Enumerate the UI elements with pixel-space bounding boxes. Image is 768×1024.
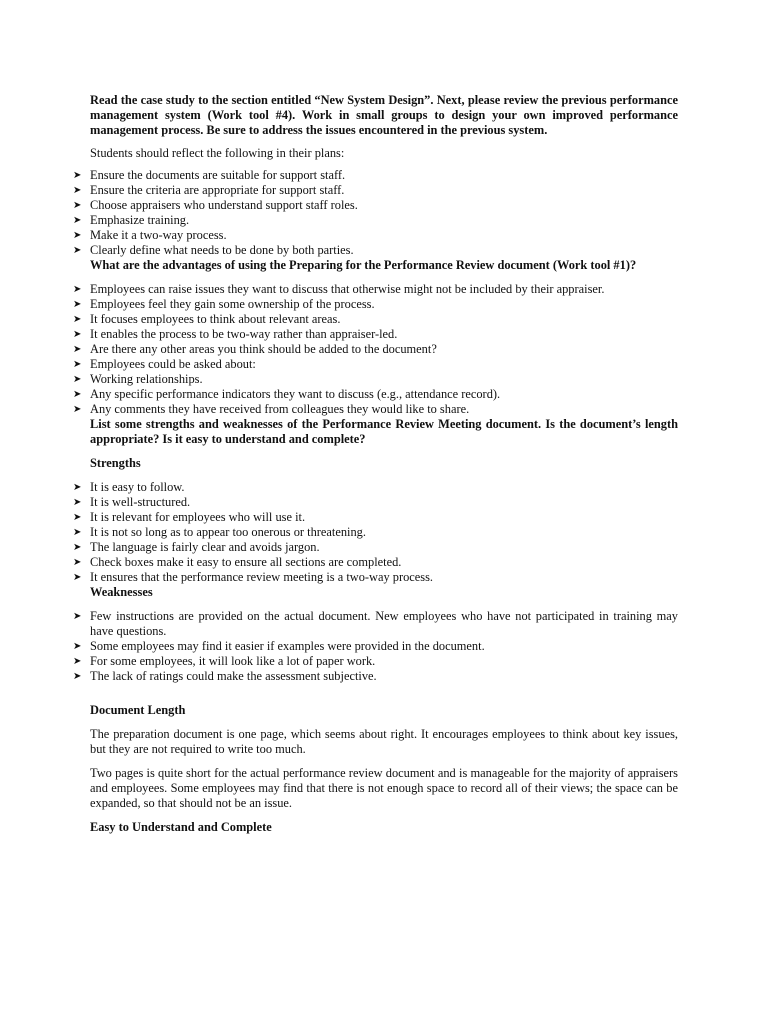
weaknesses-item: ➤ Few instructions are provided on the actual document. New employees who have not participated in training may have questions. — [90, 609, 678, 639]
intro-instructions: Read the case study to the section entitled “New System Design”. Next, please review the previous performance management system (Work tool #4). Work in small groups to design your own improved performance management process. Be sure to address the issues encountered in the previous system. — [90, 93, 678, 137]
advantages-question: What are the advantages of using the Preparing for the Performance Review document (Work tool #1)? — [90, 258, 637, 272]
advantages-item: ➤ It enables the process to be two-way rather than appraiser-led. — [90, 327, 678, 342]
strengths-item: ➤ It ensures that the performance review meeting is a two-way process. — [90, 570, 678, 585]
plans-item: ➤ Ensure the documents are suitable for support staff. — [90, 168, 678, 183]
plans-item: ➤ Choose appraisers who understand support staff roles. — [90, 198, 678, 213]
weaknesses-heading: Weaknesses — [90, 585, 153, 599]
weaknesses-list — [90, 609, 678, 684]
advantages-item: ➤ Employees can raise issues they want to discuss that otherwise might not be included by their appraiser. — [90, 282, 678, 297]
advantages-item: ➤ Working relationships. — [90, 372, 678, 387]
plans-lead: Students should reflect the following in their plans: — [90, 146, 345, 160]
advantages-item: ➤ Employees feel they gain some ownership of the process. — [90, 297, 678, 312]
review-question: List some strengths and weaknesses of the Performance Review Meeting document. Is the document’s length appropriate? Is it easy to understand and complete? — [90, 417, 678, 446]
strengths-item: ➤ The language is fairly clear and avoids jargon. — [90, 540, 678, 555]
length-paragraph: The preparation document is one page, which seems about right. It encourages employees to think about key issues, but they are not required to write too much. — [90, 727, 678, 756]
plans-list — [90, 168, 678, 258]
weaknesses-item: ➤ For some employees, it will look like a lot of paper work. — [90, 654, 678, 669]
strengths-item: ➤ It is not so long as to appear too onerous or threatening. — [90, 525, 678, 540]
plans-item: ➤ Clearly define what needs to be done by both parties. — [90, 243, 678, 258]
weaknesses-item: ➤ Some employees may find it easier if examples were provided in the document. — [90, 639, 678, 654]
strengths-item: ➤ It is well-structured. — [90, 495, 678, 510]
strengths-item: ➤ It is easy to follow. — [90, 480, 678, 495]
strengths-item: ➤ It is relevant for employees who will use it. — [90, 510, 678, 525]
strengths-item: ➤ Check boxes make it easy to ensure all sections are completed. — [90, 555, 678, 570]
advantages-item: ➤ Any comments they have received from colleagues they would like to share. — [90, 402, 678, 417]
length-paragraph: Two pages is quite short for the actual performance review document and is manageable for the majority of appraisers and employees. Some employees may find that there is not enough space to record all of their views; the space can be expanded, so that should not be an issue. — [90, 766, 678, 810]
advantages-list — [90, 282, 678, 417]
plans-item: ➤ Ensure the criteria are appropriate for support staff. — [90, 183, 678, 198]
document-length-heading: Document Length — [90, 703, 186, 717]
easy-to-understand-heading: Easy to Understand and Complete — [90, 820, 272, 834]
advantages-item: ➤ It focuses employees to think about relevant areas. — [90, 312, 678, 327]
advantages-item: ➤ Any specific performance indicators they want to discuss (e.g., attendance record). — [90, 387, 678, 402]
strengths-list — [90, 480, 678, 585]
advantages-item: ➤ Are there any other areas you think should be added to the document? — [90, 342, 678, 357]
weaknesses-item: ➤ The lack of ratings could make the assessment subjective. — [90, 669, 678, 684]
strengths-heading: Strengths — [90, 456, 141, 470]
plans-item: ➤ Emphasize training. — [90, 213, 678, 228]
advantages-item: ➤ Employees could be asked about: — [90, 357, 678, 372]
plans-item: ➤ Make it a two-way process. — [90, 228, 678, 243]
